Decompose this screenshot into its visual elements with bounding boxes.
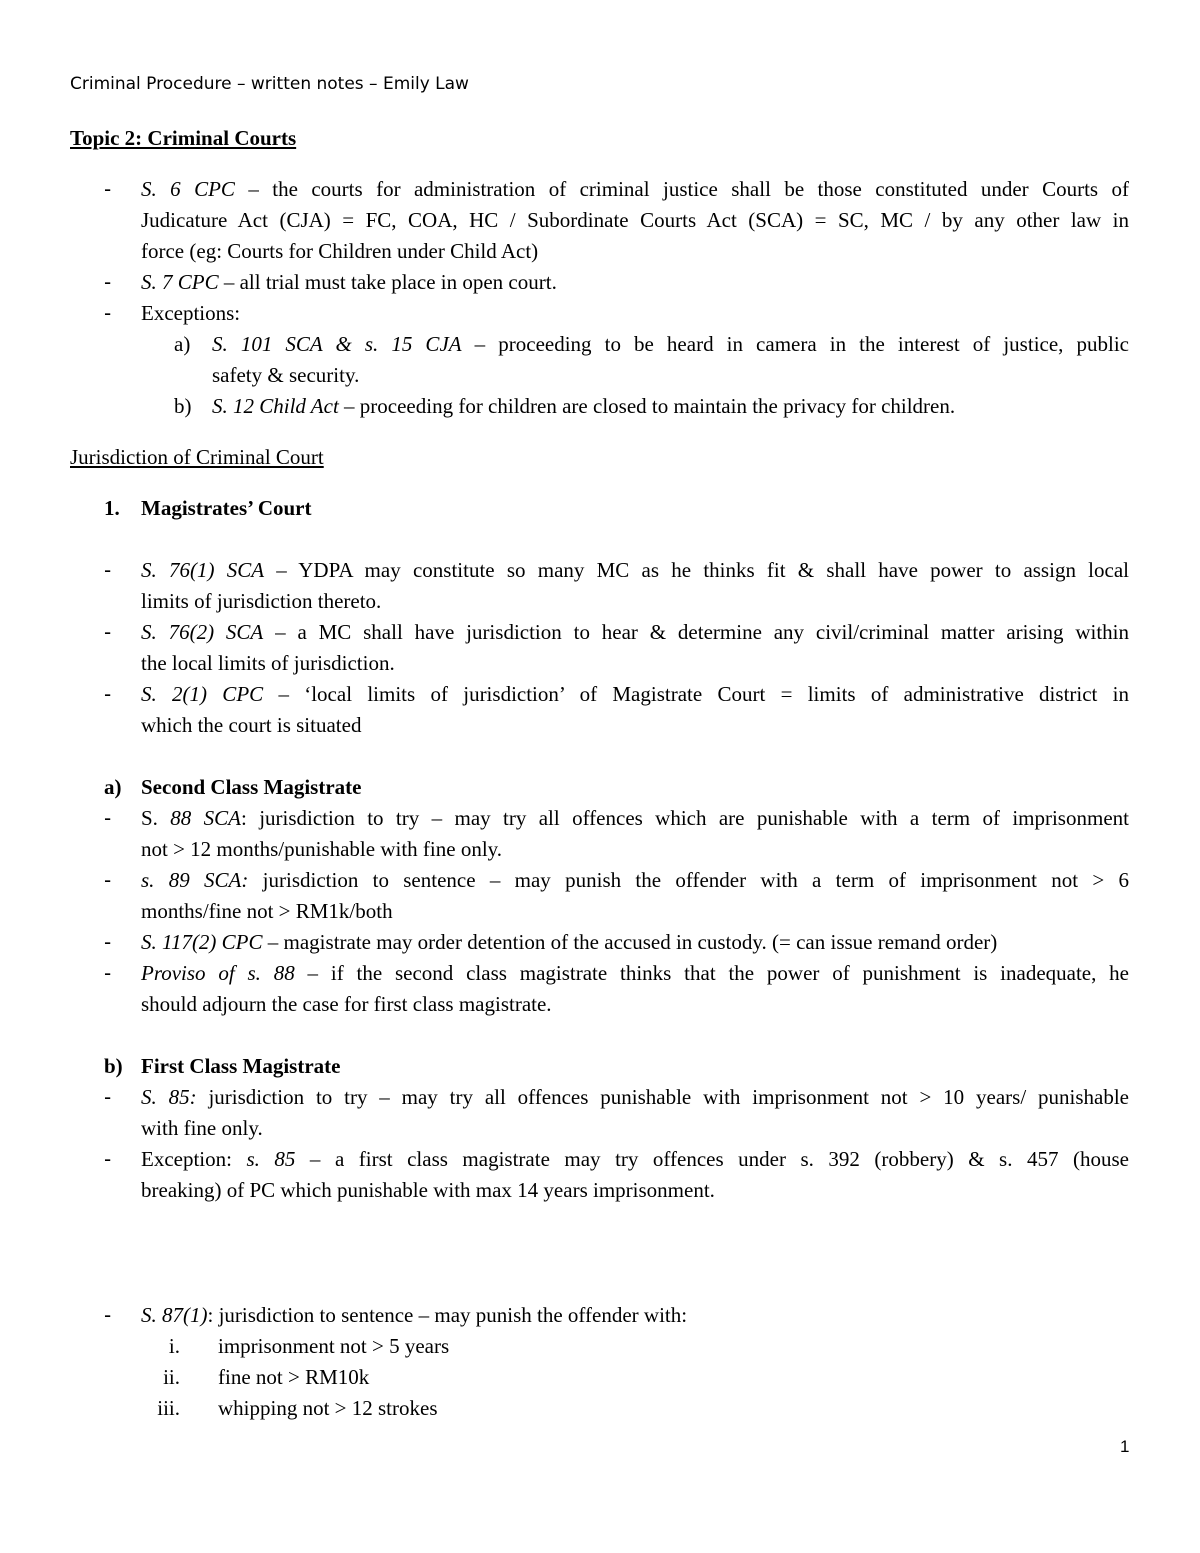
bullet-dash: - (104, 1085, 112, 1109)
bullet-dash: - (104, 1303, 112, 1327)
proviso-line-1: Proviso of s. 88 – if the second class magistrate thinks that the power of punishment is inadequate, he (141, 961, 1129, 985)
bullet-dash: - (104, 270, 112, 294)
bullet-dash: - (104, 682, 112, 706)
topic-title: Topic 2: Criminal Courts (70, 126, 297, 150)
section-number: 1. (104, 496, 120, 520)
subsection-marker: a) (104, 775, 122, 799)
s76-2-line-2: the local limits of jurisdiction. (141, 651, 395, 675)
list-marker: ii. (163, 1365, 180, 1389)
s2-1-line-1: S. 2(1) CPC – ‘local limits of jurisdiction’ of Magistrate Court = limits of administrative district in (141, 682, 1130, 706)
s76-2-line-1: S. 76(2) SCA – a MC shall have jurisdiction to hear & determine any civil/criminal matter arising within (141, 620, 1130, 644)
bullet-dash: - (104, 930, 112, 954)
s88-line-2: not > 12 months/punishable with fine only. (141, 837, 503, 861)
bullet-dash: - (104, 620, 112, 644)
s89-line-2: months/fine not > RM1k/both (141, 899, 393, 923)
exception-s85-line-1: Exception: s. 85 – a first class magistrate may try offences under s. 392 (robbery) & s. 457 (house (141, 1147, 1129, 1171)
bullet-dash: - (104, 177, 112, 201)
subsection-marker: b) (104, 1054, 123, 1078)
s6-line-2: Judicature Act (CJA) = FC, COA, HC / Subordinate Courts Act (SCA) = SC, MC / by any other law in (141, 208, 1129, 232)
exception-b-line-1: S. 12 Child Act – proceeding for children are closed to maintain the privacy for children. (212, 394, 956, 418)
page-header: Criminal Procedure – written notes – Emily Law (70, 74, 469, 94)
first-class-title: First Class Magistrate (141, 1054, 341, 1078)
exception-a-line-1: S. 101 SCA & s. 15 CJA – proceeding to be heard in camera in the interest of justice, public (212, 332, 1129, 356)
exception-s85-line-2: breaking) of PC which punishable with max 14 years imprisonment. (141, 1178, 715, 1202)
s6-line-3: force (eg: Courts for Children under Child Act) (141, 239, 539, 263)
s2-1-line-2: which the court is situated (141, 713, 362, 737)
bullet-dash: - (104, 301, 112, 325)
s87-line: S. 87(1): jurisdiction to sentence – may punish the offender with: (141, 1303, 688, 1327)
punishment-item: imprisonment not > 5 years (218, 1334, 450, 1358)
s88-line-1: S. 88 SCA: jurisdiction to try – may try all offences which are punishable with a term of imprisonment (141, 806, 1129, 830)
s85-line-2: with fine only. (141, 1116, 263, 1140)
list-marker: iii. (157, 1396, 180, 1420)
bullet-dash: - (104, 961, 112, 985)
s85-line-1: S. 85: jurisdiction to try – may try all offences punishable with imprisonment not > 10 years/ punishable (141, 1085, 1129, 1109)
s7-line: S. 7 CPC – all trial must take place in open court. (141, 270, 557, 294)
s76-1-line-2: limits of jurisdiction thereto. (141, 589, 382, 613)
bullet-dash: - (104, 806, 112, 830)
exception-marker: a) (174, 332, 191, 356)
magistrates-court-title: Magistrates’ Court (141, 496, 312, 520)
bullet-dash: - (104, 558, 112, 582)
page-number: 1 (1120, 1437, 1130, 1456)
exception-marker: b) (174, 394, 192, 418)
s6-line-1: S. 6 CPC – the courts for administration of criminal justice shall be those constituted under Courts of (141, 177, 1130, 201)
punishment-item: whipping not > 12 strokes (218, 1396, 438, 1420)
exceptions-label: Exceptions: (141, 301, 241, 325)
s117-line: S. 117(2) CPC – magistrate may order detention of the accused in custody. (= can issue remand order) (141, 930, 998, 954)
s76-1-line-1: S. 76(1) SCA – YDPA may constitute so many MC as he thinks fit & shall have power to assign local (141, 558, 1129, 582)
jurisdiction-heading: Jurisdiction of Criminal Court (70, 445, 324, 469)
bullet-dash: - (104, 1147, 112, 1171)
proviso-line-2: should adjourn the case for first class magistrate. (141, 992, 552, 1016)
exception-a-line-2: safety & security. (212, 363, 360, 387)
punishment-item: fine not > RM10k (218, 1365, 370, 1389)
list-marker: i. (168, 1334, 180, 1358)
s89-line-1: s. 89 SCA: jurisdiction to sentence – may punish the offender with a term of imprisonment not > 6 (141, 868, 1130, 892)
bullet-dash: - (104, 868, 112, 892)
second-class-title: Second Class Magistrate (141, 775, 362, 799)
